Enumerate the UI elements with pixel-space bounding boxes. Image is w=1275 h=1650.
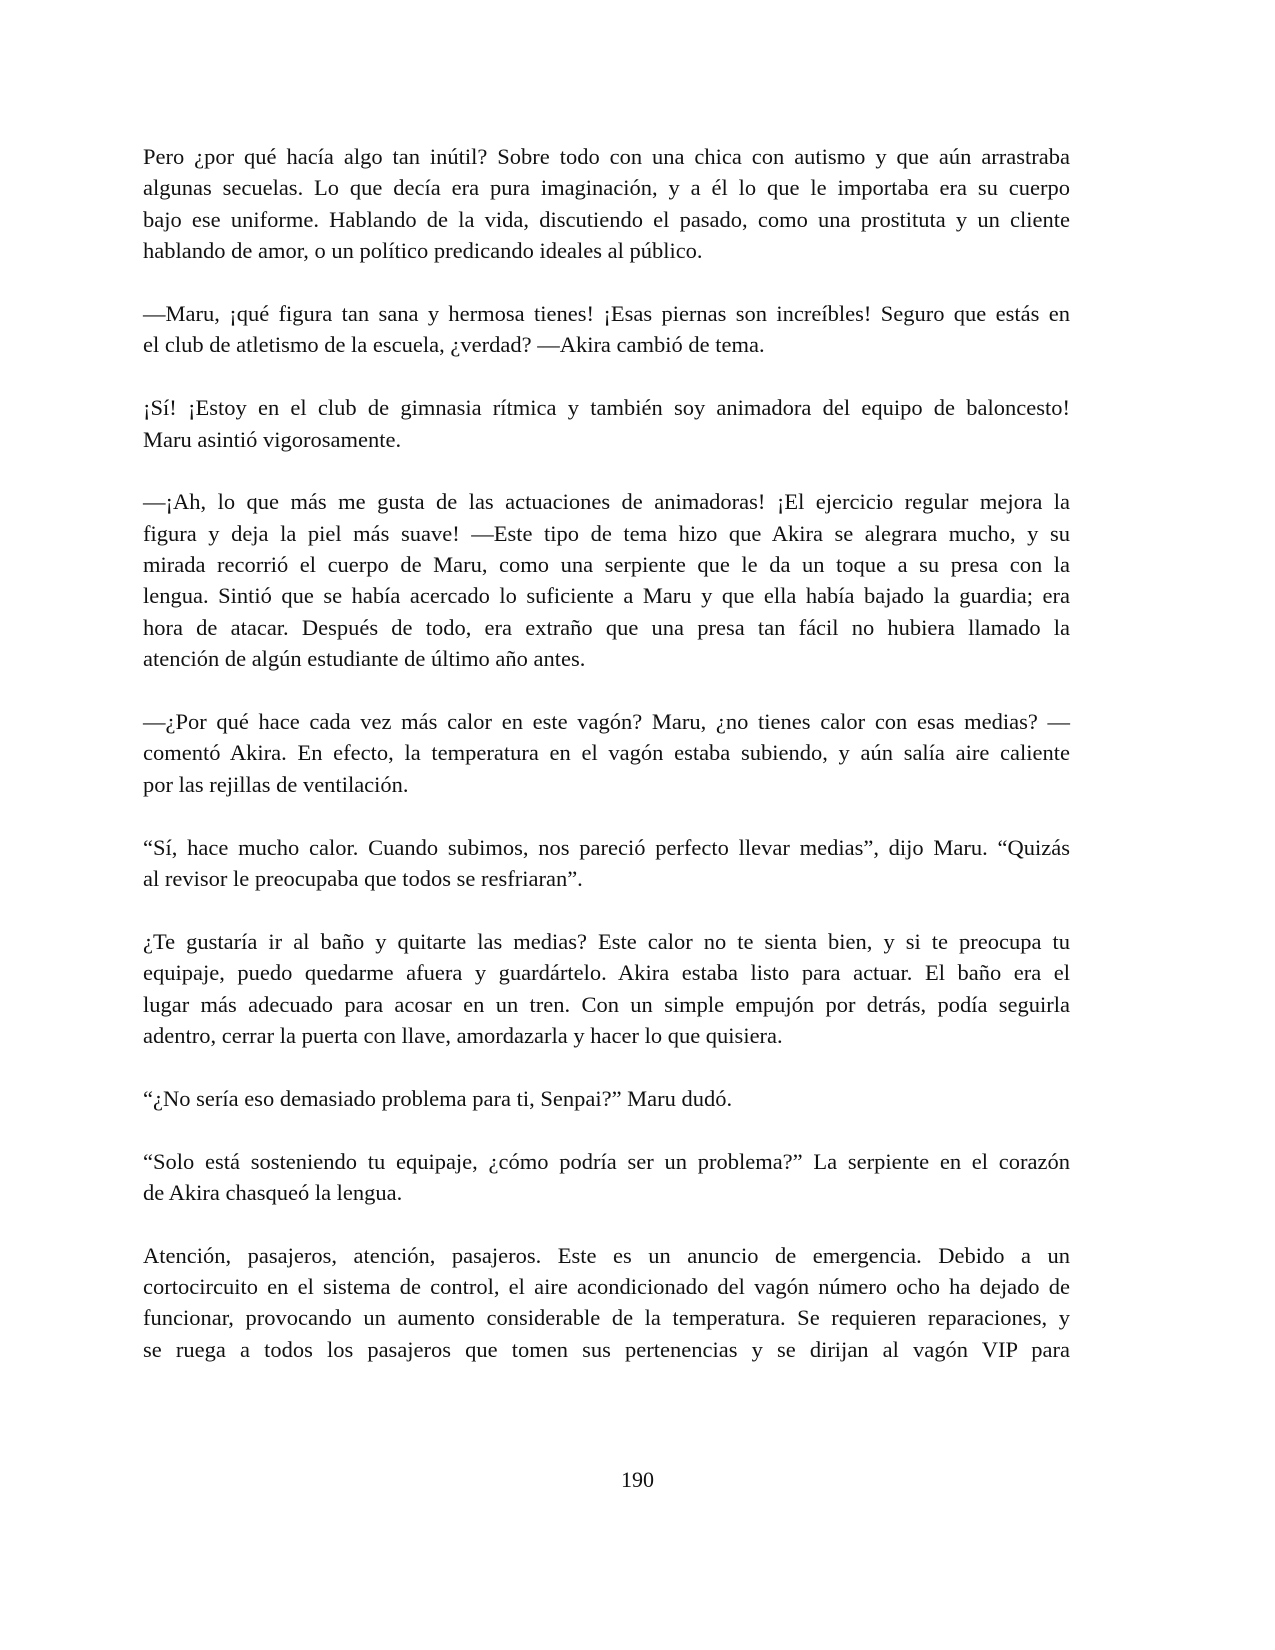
paragraph <box>143 1083 1070 1114</box>
page-body <box>143 141 1070 1397</box>
text-line: cortocircuito en el sistema de control, el aire acondicionado del vagón número ocho ha dejado de <box>143 1274 1070 1300</box>
text-line: atención de algún estudiante de último año antes. <box>143 646 586 672</box>
text-line: figura y deja la piel más suave! —Este tipo de tema hizo que Akira se alegrara mucho, y su <box>143 520 1070 546</box>
text-line: —¿Por qué hace cada vez más calor en este vagón? Maru, ¿no tienes calor con esas medias? — <box>143 709 1070 735</box>
text-line: lengua. Sintió que se había acercado lo suficiente a Maru y que ella había bajado la guardia; era <box>143 583 1070 609</box>
text-line: —¡Ah, lo que más me gusta de las actuaciones de animadoras! ¡El ejercicio regular mejora la <box>143 489 1070 515</box>
text-line: Pero ¿por qué hacía algo tan inútil? Sobre todo con una chica con autismo y que aún arrastraba <box>143 144 1070 169</box>
text-line: ¿Te gustaría ir al baño y quitarte las medias? Este calor no te sienta bien, y si te preocupa tu <box>143 928 1070 954</box>
text-line: ¡Sí! ¡Estoy en el club de gimnasia rítmica y también soy animadora del equipo de baloncesto! <box>143 395 1070 421</box>
paragraph <box>143 1146 1070 1209</box>
paragraph <box>143 298 1070 361</box>
text-line: hablando de amor, o un político predicando ideales al público. <box>143 238 703 264</box>
text-line: adentro, cerrar la puerta con llave, amordazarla y hacer lo que quisiera. <box>143 1022 783 1048</box>
text-line: —Maru, ¡qué figura tan sana y hermosa tienes! ¡Esas piernas son increíbles! Seguro que estás en <box>143 300 1070 326</box>
paragraph <box>143 706 1070 800</box>
paragraph <box>143 832 1070 895</box>
text-line: Maru asintió vigorosamente. <box>143 426 402 452</box>
text-line: “Sí, hace mucho calor. Cuando subimos, nos pareció perfecto llevar medias”, dijo Maru. “Quizás <box>143 834 1070 860</box>
page-number: 190 <box>621 1467 654 1492</box>
text-line: equipaje, puedo quedarme afuera y guardártelo. Akira estaba listo para actuar. El baño era el <box>143 960 1070 986</box>
paragraph <box>143 1240 1070 1366</box>
text-line: al revisor le preocupaba que todos se resfriaran”. <box>143 865 583 891</box>
text-line: hora de atacar. Después de todo, era extraño que una presa tan fácil no hubiera llamado la <box>143 614 1070 640</box>
text-line: bajo ese uniforme. Hablando de la vida, discutiendo el pasado, como una prostituta y un cliente <box>143 206 1070 232</box>
text-line: funcionar, provocando un aumento considerable de la temperatura. Se requieren reparaciones, y <box>143 1305 1070 1331</box>
paragraph <box>143 141 1070 267</box>
text-line: “¿No sería eso demasiado problema para ti, Senpai?” Maru dudó. <box>143 1085 733 1111</box>
text-line: mirada recorrió el cuerpo de Maru, como una serpiente que le da un toque a su presa con la <box>143 552 1070 578</box>
paragraph <box>143 392 1070 455</box>
text-line: comentó Akira. En efecto, la temperatura en el vagón estaba subiendo, y aún salía aire caliente <box>143 740 1070 766</box>
text-line: Atención, pasajeros, atención, pasajeros. Este es un anuncio de emergencia. Debido a un <box>143 1242 1070 1268</box>
text-line: lugar más adecuado para acosar en un tren. Con un simple empujón por detrás, podía seguirla <box>143 991 1070 1017</box>
text-line: algunas secuelas. Lo que decía era pura imaginación, y a él lo que le importaba era su cuerpo <box>143 175 1070 201</box>
text-line: se ruega a todos los pasajeros que tomen sus pertenencias y se dirijan al vagón VIP para <box>143 1336 1070 1362</box>
text-line: por las rejillas de ventilación. <box>143 771 409 797</box>
paragraph <box>143 486 1070 674</box>
text-line: “Solo está sosteniendo tu equipaje, ¿cómo podría ser un problema?” La serpiente en el corazón <box>143 1148 1070 1174</box>
text-line: el club de atletismo de la escuela, ¿verdad? —Akira cambió de tema. <box>143 332 765 358</box>
paragraph <box>143 926 1070 1052</box>
text-line: de Akira chasqueó la lengua. <box>143 1179 403 1205</box>
